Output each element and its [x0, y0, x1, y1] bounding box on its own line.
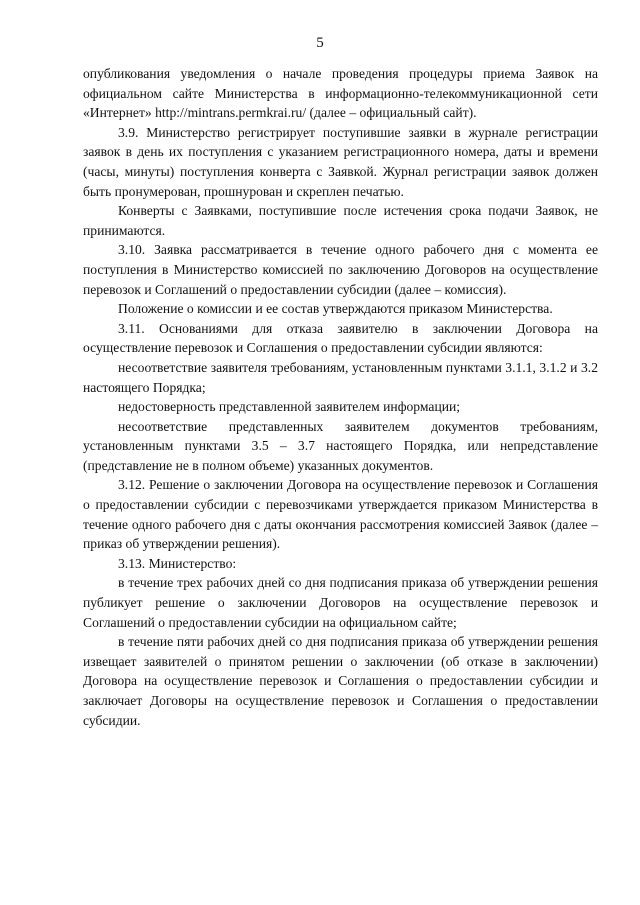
- list-item-notify-applicants: в течение пяти рабочих дней со дня подписания приказа об утверждении решения извещает заявителей о принятом решении о заключении (об отказе в заключении) Договора на осуществление перевозок и Соглашения о предоставлении субсидии и заключает Договоры на осуществление перевозок и Соглашения о предоставлении субсидии.: [83, 634, 598, 728]
- page-number: 5: [316, 35, 324, 51]
- paragraph-continuation: опубликования уведомления о начале проведения процедуры приема Заявок на официальном сайте Министерства в информационно-телекоммуникационной сети «Интернет» http://mintrans.permkrai.ru/ (далее – официальный сайт).: [83, 66, 598, 121]
- paragraph-3-12: 3.12. Решение о заключении Договора на осуществление перевозок и Соглашения о предоставлении субсидии с перевозчиками утверждается приказом Министерства в течение одного рабочего дня с даты окончания рассмотрения комиссией Заявок (далее – приказ об утверждении решения).: [83, 477, 598, 552]
- paragraph-3-13: 3.13. Министерство:: [118, 555, 237, 571]
- list-item-noncompliance-applicant: несоответствие заявителя требованиям, установленным пунктами 3.1.1, 3.1.2 и 3.2 настоящего Порядка;: [83, 359, 598, 395]
- document-body: [83, 64, 598, 730]
- paragraph-3-11: 3.11. Основаниями для отказа заявителю в заключении Договора на осуществление перевозок и Соглашения о предоставлении субсидии являются:: [83, 320, 598, 356]
- list-item-false-information: недостоверность представленной заявителем информации;: [118, 399, 461, 415]
- list-item-noncompliance-documents: несоответствие представленных заявителем документов требованиям, установленным пунктами 3.5 – 3.7 настоящего Порядка, или непредставление (представление не в полном объеме) указанных документов.: [83, 418, 598, 473]
- paragraph-envelopes: Конверты с Заявками, поступившие после истечения срока подачи Заявок, не принимаются.: [83, 203, 598, 238]
- paragraph-3-9: 3.9. Министерство регистрирует поступившие заявки в журнале регистрации заявок в день их поступления с указанием регистрационного номера, даты и времени (часы, минуты) поступления конверта с Заявкой. Журнал регистрации заявок должен быть пронумерован, прошнурован и скреплен печатью.: [83, 124, 598, 199]
- paragraph-commission: Положение о комиссии и ее состав утверждаются приказом Министерства.: [118, 301, 553, 317]
- list-item-publish-decision: в течение трех рабочих дней со дня подписания приказа об утверждении решения публикует решение о заключении Договоров на осуществление перевозок и Соглашений о предоставлении субсидии на официальном сайте;: [83, 575, 598, 630]
- paragraph-3-10: 3.10. Заявка рассматривается в течение одного рабочего дня с момента ее поступления в Министерство комиссией по заключению Договоров на осуществление перевозок и Соглашений о предоставлении субсидии (далее – комиссия).: [83, 242, 598, 297]
